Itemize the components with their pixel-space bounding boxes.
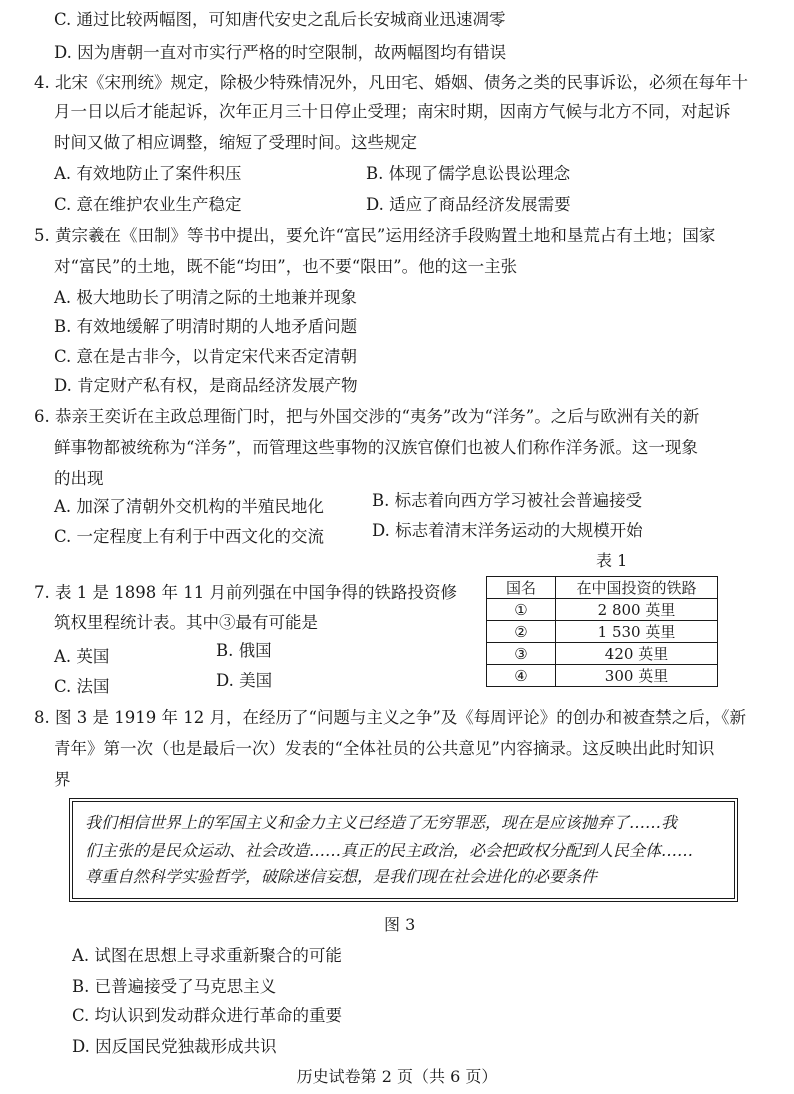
table1-caption: 表 1 <box>596 551 628 570</box>
q8-option-d: D. 因反国民党独裁形成共识 <box>72 1037 277 1056</box>
quote-line: 我们相信世界上的军国主义和金力主义已经造了无穷罪恶，现在是应该抛弃了……我 <box>85 813 678 832</box>
q5-option-b: B. 有效地缓解了明清时期的人地矛盾问题 <box>54 317 358 336</box>
q5-option-d: D. 肯定财产私有权，是商品经济发展产物 <box>54 376 358 395</box>
table-cell-mileage: 420 英里 <box>556 643 718 665</box>
q5-option-c: C. 意在是古非今，以肯定宋代来否定清朝 <box>54 347 358 366</box>
column-header-country: 国名 <box>487 577 556 599</box>
table-row <box>487 643 718 665</box>
q5-stem-line2: 对“富民”的土地，既不能“均田”，也不要“限田”。他的这一主张 <box>54 257 518 276</box>
quote-line: 尊重自然科学实验哲学，破除迷信妄想，是我们现在社会进化的必要条件 <box>85 867 598 886</box>
q6-stem-line3: 的出现 <box>54 469 104 488</box>
q4-stem-line1: 4. 北宋《宋刑统》规定，除极少特殊情况外，凡田宅、婚姻、债务之类的民事诉讼，必须在每年十 <box>34 73 748 92</box>
figure3-quote-box <box>72 801 735 899</box>
q6-stem-line2: 鲜事物都被统称为“洋务”，而管理这些事物的汉族官僚们也被人们称作洋务派。这一现象 <box>54 438 698 457</box>
q8-stem-line3: 界 <box>54 770 71 789</box>
table-cell-mileage: 2 800 英里 <box>556 599 718 621</box>
q6-option-c: C. 一定程度上有利于中西文化的交流 <box>54 527 325 546</box>
q8-stem-line2: 青年》第一次（也是最后一次）发表的“全体社员的公共意见”内容摘录。这反映出此时知识 <box>54 739 715 758</box>
q4-stem-line3: 时间又做了相应调整，缩短了受理时间。这些规定 <box>54 133 417 152</box>
q7-option-c: C. 法国 <box>54 677 110 696</box>
prev-option-d: D. 因为唐朝一直对市实行严格的时空限制，故两幅图均有错误 <box>54 43 507 62</box>
q7-stem-line1: 7. 表 1 是 1898 年 11 月前列强在中国争得的铁路投资修 <box>34 583 457 602</box>
table-header-row <box>487 577 718 599</box>
table-row <box>487 665 718 687</box>
q4-option-a: A. 有效地防止了案件积压 <box>54 164 242 183</box>
q6-stem-line1: 6. 恭亲王奕䜣在主政总理衙门时，把与外国交涉的“夷务”改为“洋务”。之后与欧洲有关的新 <box>34 407 700 426</box>
table-cell-mileage: 300 英里 <box>556 665 718 687</box>
table-cell-mileage: 1 530 英里 <box>556 621 718 643</box>
table-row <box>487 621 718 643</box>
q7-option-a: A. 英国 <box>54 647 110 666</box>
q8-option-a: A. 试图在思想上寻求重新聚合的可能 <box>72 946 342 965</box>
q4-option-d: D. 适应了商品经济发展需要 <box>366 195 571 214</box>
q6-option-a: A. 加深了清朝外交机构的半殖民地化 <box>54 497 324 516</box>
q8-option-c: C. 均认识到发动群众进行革命的重要 <box>72 1006 343 1025</box>
q8-option-b: B. 已普遍接受了马克思主义 <box>72 977 277 996</box>
q4-stem-line2: 月一日以后才能起诉，次年正月三十日停止受理；南宋时期，因南方气候与北方不同，对起诉 <box>54 102 731 121</box>
railway-investment-table <box>486 576 718 687</box>
q8-stem-line1: 8. 图 3 是 1919 年 12 月，在经历了“问题与主义之争”及《每周评论》的创办和被查禁之后，《新 <box>34 708 747 727</box>
page-footer: 历史试卷第 2 页（共 6 页） <box>296 1067 498 1086</box>
table-cell-country: ② <box>487 621 556 643</box>
quote-line: 们主张的是民众运动、社会改造……真正的民主政治，必会把政权分配到人民全体…… <box>85 841 694 860</box>
q7-stem-line2: 筑权里程统计表。其中③最有可能是 <box>54 613 318 632</box>
table-cell-country: ③ <box>487 643 556 665</box>
table-cell-country: ① <box>487 599 556 621</box>
q4-option-c: C. 意在维护农业生产稳定 <box>54 195 242 214</box>
table-cell-country: ④ <box>487 665 556 687</box>
figure3-caption: 图 3 <box>384 915 416 934</box>
q5-stem-line1: 5. 黄宗羲在《田制》等书中提出，要允许“富民”运用经济手段购置土地和垦荒占有土地；国家 <box>34 226 716 245</box>
q4-option-b: B. 体现了儒学息讼畏讼理念 <box>366 164 571 183</box>
q7-option-d: D. 美国 <box>216 671 273 690</box>
column-header-railway: 在中国投资的铁路 <box>556 577 718 599</box>
q6-option-b: B. 标志着向西方学习被社会普遍接受 <box>372 491 643 510</box>
prev-option-c: C. 通过比较两幅图，可知唐代安史之乱后长安城商业迅速凋零 <box>54 10 506 29</box>
q5-option-a: A. 极大地助长了明清之际的土地兼并现象 <box>54 288 357 307</box>
q6-option-d: D. 标志着清末洋务运动的大规模开始 <box>372 521 643 540</box>
table-row <box>487 599 718 621</box>
q7-option-b: B. 俄国 <box>216 641 272 660</box>
